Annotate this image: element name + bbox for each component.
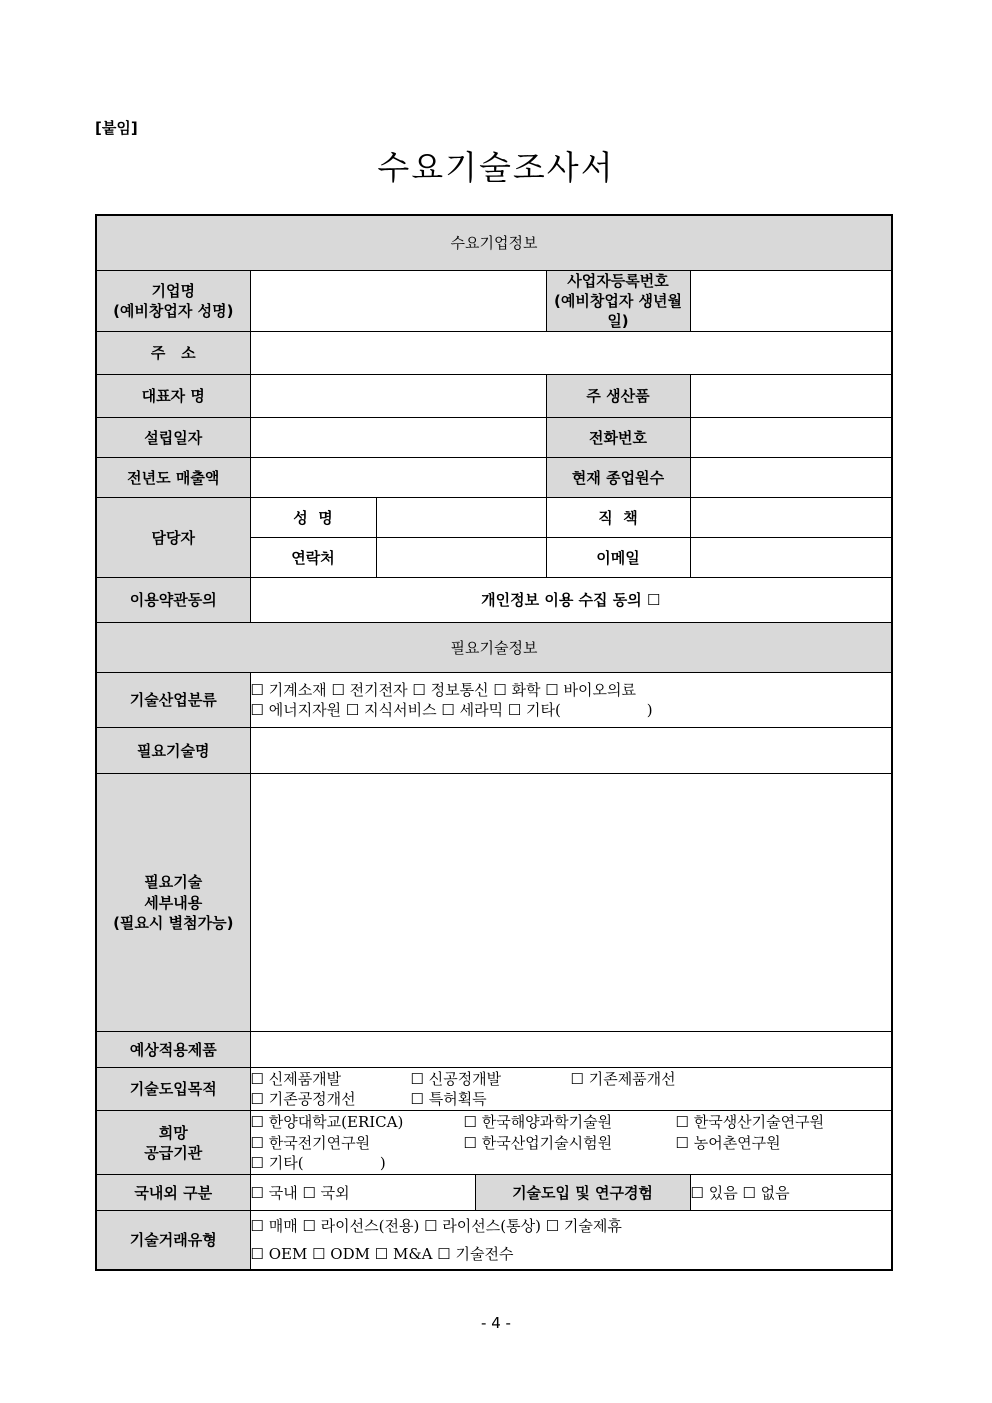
purpose-option[interactable]: ☐ 특허획득 xyxy=(410,1090,487,1109)
contact-email-field[interactable] xyxy=(690,538,892,578)
contact-title-field[interactable] xyxy=(690,498,892,538)
section-tech-title: 필요기술정보 xyxy=(96,623,892,673)
ceo-field[interactable] xyxy=(250,375,546,418)
expected-product-label: 예상적용제품 xyxy=(96,1032,250,1068)
company-name-label: 기업명 (예비창업자 성명) xyxy=(96,270,250,332)
supplier-option[interactable]: ☐ 한국생산기술연구원 xyxy=(675,1113,825,1132)
founded-field[interactable] xyxy=(250,418,546,458)
supplier-options[interactable] xyxy=(250,1111,892,1175)
supplier-option[interactable]: ☐ 기타( ) xyxy=(250,1153,386,1172)
sales-field[interactable] xyxy=(250,458,546,498)
purpose-option[interactable]: ☐ 신공정개발 xyxy=(410,1070,502,1088)
purpose-label: 기술도입목적 xyxy=(96,1068,250,1111)
terms-consent[interactable]: 개인정보 이용 수집 동의 ☐ xyxy=(250,578,892,623)
address-label: 주 소 xyxy=(96,332,250,375)
industry-line-1[interactable]: ☐ 기계소재 ☐ 전기전자 ☐ 정보통신 ☐ 화학 ☐ 바이오의료 xyxy=(250,681,636,699)
tech-name-label: 필요기술명 xyxy=(96,728,250,774)
phone-label: 전화번호 xyxy=(546,418,690,458)
purpose-option[interactable]: ☐ 기존제품개선 xyxy=(570,1070,676,1088)
tech-name-field[interactable] xyxy=(250,728,892,774)
tech-detail-field[interactable] xyxy=(250,774,892,1032)
employees-field[interactable] xyxy=(690,458,892,498)
founded-label: 설립일자 xyxy=(96,418,250,458)
address-field[interactable] xyxy=(250,332,892,375)
domestic-options[interactable]: ☐ 국내 ☐ 국외 xyxy=(250,1175,475,1211)
supplier-option[interactable]: ☐ 한양대학교(ERICA) xyxy=(250,1113,404,1132)
trade-line-2[interactable]: ☐ OEM ☐ ODM ☐ M&A ☐ 기술전수 xyxy=(250,1245,514,1263)
tech-detail-label: 필요기술 세부내용 (필요시 별첨가능) xyxy=(96,774,250,1032)
contact-phone-label: 연락처 xyxy=(250,538,376,578)
employees-label: 현재 종업원수 xyxy=(546,458,690,498)
contact-name-field[interactable] xyxy=(376,498,546,538)
domestic-label: 국내외 구분 xyxy=(96,1175,250,1211)
experience-options[interactable]: ☐ 있음 ☐ 없음 xyxy=(690,1175,892,1211)
purpose-option[interactable]: ☐ 기존공정개선 xyxy=(250,1090,356,1109)
page-number: - 4 - xyxy=(481,1314,511,1332)
company-name-field[interactable] xyxy=(250,270,546,332)
reg-number-field[interactable] xyxy=(690,270,892,332)
sales-label: 전년도 매출액 xyxy=(96,458,250,498)
supplier-option[interactable]: ☐ 한국산업기술시험원 xyxy=(463,1133,613,1152)
terms-label: 이용약관동의 xyxy=(96,578,250,623)
industry-label: 기술산업분류 xyxy=(96,673,250,728)
industry-line-2[interactable]: ☐ 에너지자원 ☐ 지식서비스 ☐ 세라믹 ☐ 기타( ) xyxy=(250,701,653,720)
reg-number-label: 사업자등록번호 (예비창업자 생년월일) xyxy=(546,270,690,332)
supplier-option[interactable]: ☐ 한국전기연구원 xyxy=(250,1133,371,1152)
ceo-label: 대표자 명 xyxy=(96,375,250,418)
purpose-options[interactable] xyxy=(250,1068,892,1111)
section-company-title: 수요기업정보 xyxy=(96,215,892,270)
contact-label: 담당자 xyxy=(96,498,250,578)
trade-type-label: 기술거래유형 xyxy=(96,1211,250,1270)
expected-product-field[interactable] xyxy=(250,1032,892,1068)
industry-options[interactable] xyxy=(250,673,892,728)
survey-form xyxy=(95,214,893,1271)
experience-label: 기술도입 및 연구경험 xyxy=(475,1175,690,1211)
trade-line-1[interactable]: ☐ 매매 ☐ 라이선스(전용) ☐ 라이선스(통상) ☐ 기술제휴 xyxy=(250,1216,622,1235)
page-title: 수요기술조사서 xyxy=(377,148,615,187)
supplier-label: 희망 공급기관 xyxy=(96,1111,250,1175)
main-product-label: 주 생산품 xyxy=(546,375,690,418)
contact-title-label: 직 책 xyxy=(546,498,690,538)
supplier-option[interactable]: ☐ 한국해양과학기술원 xyxy=(463,1113,613,1132)
contact-email-label: 이메일 xyxy=(546,538,690,578)
purpose-option[interactable]: ☐ 신제품개발 xyxy=(250,1070,342,1088)
trade-type-options[interactable] xyxy=(250,1211,892,1270)
contact-phone-field[interactable] xyxy=(376,538,546,578)
supplier-option[interactable]: ☐ 농어촌연구원 xyxy=(675,1133,781,1152)
contact-name-label: 성 명 xyxy=(250,498,376,538)
phone-field[interactable] xyxy=(690,418,892,458)
attachment-label: [붙임] xyxy=(95,119,138,137)
main-product-field[interactable] xyxy=(690,375,892,418)
